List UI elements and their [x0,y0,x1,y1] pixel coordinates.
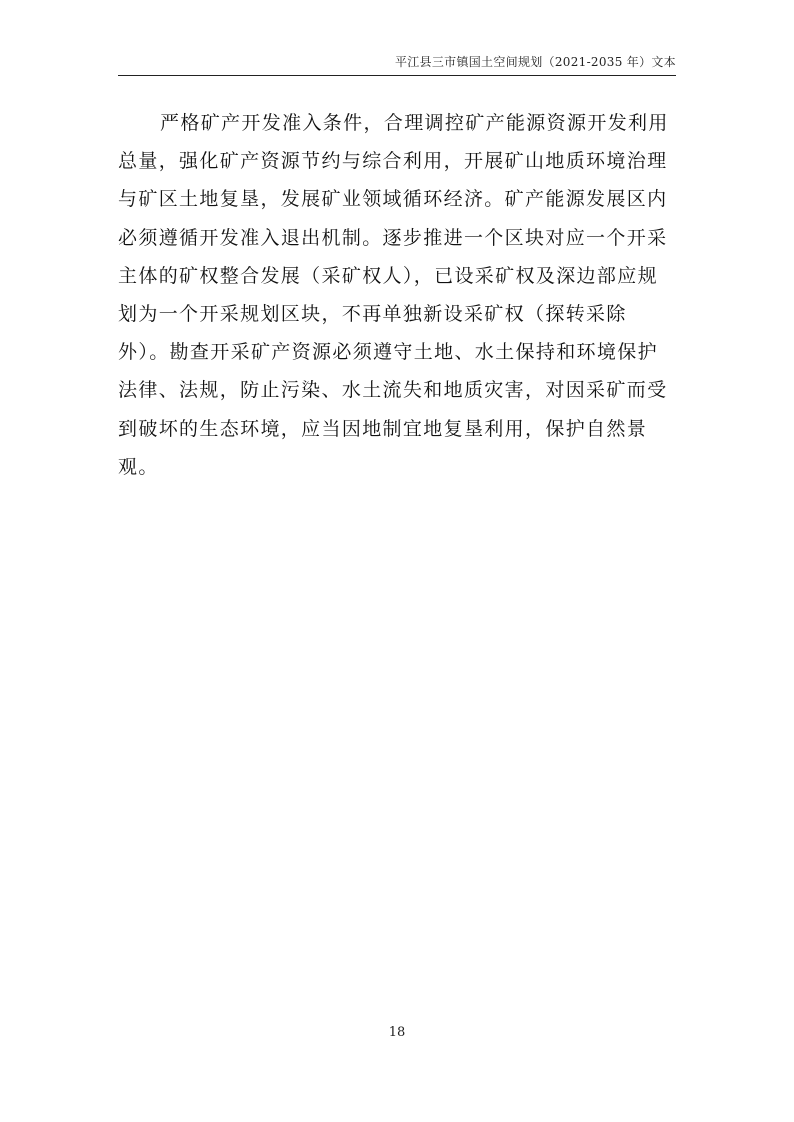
paragraph-line: 划为一个开采规划区块，不再单独新设采矿权（探转采除 [118,302,627,325]
paragraph-line: 总量，强化矿产资源节约与综合利用，开展矿山地质环境治理 [118,150,668,173]
paragraph-line: 外）。勘查开采矿产资源必须遵守土地、水土保持和环境保护 [118,341,658,364]
header-rule [118,75,676,76]
paragraph-line: 到破坏的生态环境，应当因地制宜地复垦利用，保护自然景 [118,417,648,440]
paragraph-line: 法律、法规，防止污染、水土流失和地质灾害，对因采矿而受 [118,379,668,402]
paragraph-line: 必须遵循开发准入退出机制。逐步推进一个区块对应一个开采 [118,226,668,249]
paragraph-line: 主体的矿权整合发展（采矿权人），已设采矿权及深边部应规 [118,264,658,287]
body-paragraph [118,104,676,486]
paragraph-line: 观。 [118,455,159,478]
page-number: 18 [388,1025,406,1040]
paragraph-line: 与矿区土地复垦，发展矿业领域循环经济。矿产能源发展区内 [118,188,668,211]
running-header: 平江县三市镇国土空间规划（2021-2035 年）文本 [394,55,676,69]
paragraph-line: 严格矿产开发准入条件，合理调控矿产能源资源开发利用 [160,112,669,134]
